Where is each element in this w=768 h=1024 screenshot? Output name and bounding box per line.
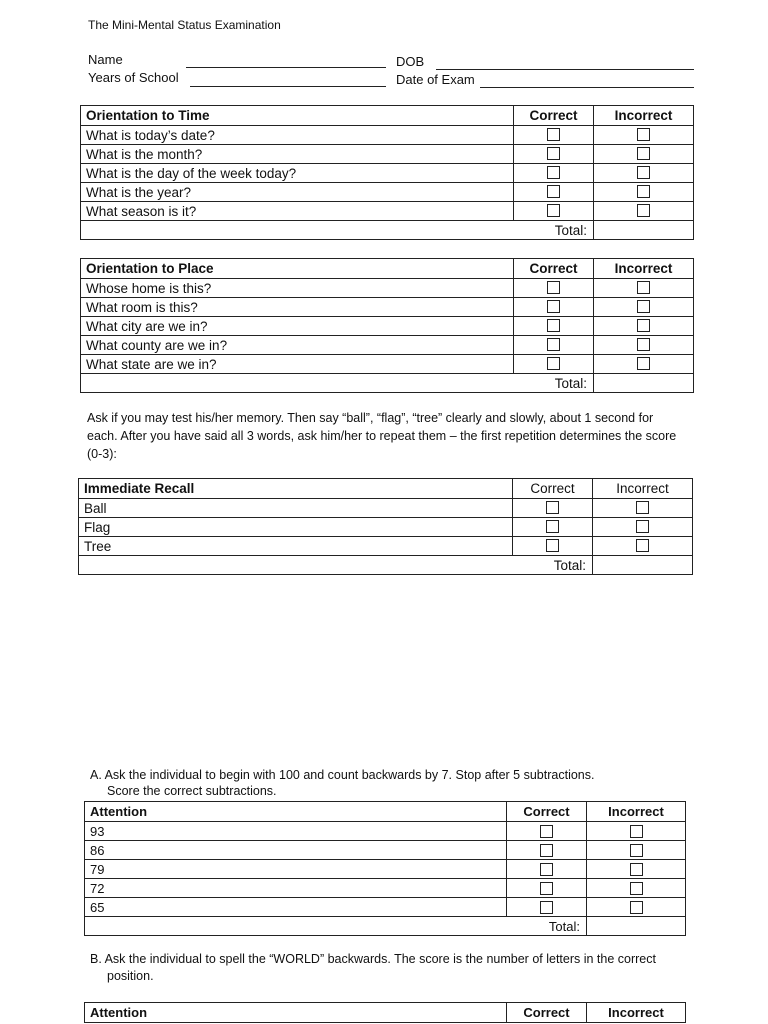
incorrect-checkbox[interactable] — [630, 844, 643, 857]
incorrect-checkbox[interactable] — [637, 185, 650, 198]
table-row — [81, 355, 694, 374]
correct-header: Correct — [514, 259, 594, 279]
immediate-recall-table — [78, 478, 693, 575]
question: What is today’s date? — [81, 126, 514, 145]
table-row — [81, 183, 694, 202]
correct-checkbox[interactable] — [547, 357, 560, 370]
correct-header: Correct — [507, 1003, 587, 1023]
total-row — [79, 556, 693, 575]
table-row — [81, 317, 694, 336]
incorrect-header: Incorrect — [593, 479, 693, 499]
correct-checkbox[interactable] — [547, 338, 560, 351]
incorrect-header: Incorrect — [594, 106, 694, 126]
question: What room is this? — [81, 298, 514, 317]
section-title: Immediate Recall — [79, 479, 513, 499]
incorrect-checkbox[interactable] — [636, 539, 649, 552]
total-field[interactable] — [594, 221, 694, 240]
recall-word: Ball — [79, 499, 513, 518]
incorrect-checkbox[interactable] — [637, 204, 650, 217]
total-row — [81, 221, 694, 240]
question: What city are we in? — [81, 317, 514, 336]
correct-checkbox[interactable] — [540, 825, 553, 838]
question: What season is it? — [81, 202, 514, 221]
table-row — [85, 822, 686, 841]
table-row — [79, 537, 693, 556]
attention-b-instruction — [90, 950, 700, 985]
table-row — [79, 518, 693, 537]
table-row — [81, 145, 694, 164]
section-title: Orientation to Time — [81, 106, 514, 126]
table-row — [81, 164, 694, 183]
correct-checkbox[interactable] — [546, 539, 559, 552]
incorrect-checkbox[interactable] — [637, 300, 650, 313]
table-row — [85, 879, 686, 898]
correct-checkbox[interactable] — [546, 520, 559, 533]
correct-checkbox[interactable] — [540, 901, 553, 914]
incorrect-checkbox[interactable] — [637, 128, 650, 141]
recall-word: Flag — [79, 518, 513, 537]
section-title: Orientation to Place — [81, 259, 514, 279]
question: What is the day of the week today? — [81, 164, 514, 183]
years-of-school-field[interactable] — [190, 86, 386, 87]
attention-b-line2: position. — [107, 969, 154, 983]
incorrect-checkbox[interactable] — [630, 901, 643, 914]
total-field[interactable] — [593, 556, 693, 575]
section-title: Attention — [85, 1003, 507, 1023]
table-row — [81, 126, 694, 145]
correct-checkbox[interactable] — [547, 281, 560, 294]
correct-header: Correct — [514, 106, 594, 126]
table-row — [85, 898, 686, 917]
incorrect-checkbox[interactable] — [637, 338, 650, 351]
correct-checkbox[interactable] — [547, 128, 560, 141]
total-label: Total: — [507, 917, 587, 936]
date-of-exam-field[interactable] — [480, 87, 694, 88]
correct-checkbox[interactable] — [540, 882, 553, 895]
question: What county are we in? — [81, 336, 514, 355]
attention-b-line1: B. Ask the individual to spell the “WORLD” backwards. The score is the number of letters in the correct — [90, 952, 656, 966]
attention-b-table — [84, 1002, 686, 1023]
total-field[interactable] — [594, 374, 694, 393]
table-row — [81, 298, 694, 317]
incorrect-checkbox[interactable] — [637, 281, 650, 294]
table-header-row — [81, 259, 694, 279]
table-row — [85, 841, 686, 860]
years-of-school-label: Years of School — [88, 70, 179, 85]
dob-field[interactable] — [436, 69, 694, 70]
question: What state are we in? — [81, 355, 514, 374]
incorrect-checkbox[interactable] — [636, 520, 649, 533]
total-field[interactable] — [587, 917, 686, 936]
dob-label: DOB — [396, 54, 425, 69]
orientation-place-table — [80, 258, 694, 393]
subtraction-value: 72 — [85, 879, 507, 898]
incorrect-checkbox[interactable] — [637, 147, 650, 160]
orientation-time-table — [80, 105, 694, 240]
attention-a-line1: A. Ask the individual to begin with 100 and count backwards by 7. Stop after 5 subtractions. — [90, 768, 595, 782]
incorrect-checkbox[interactable] — [636, 501, 649, 514]
table-header-row — [79, 479, 693, 499]
table-row — [81, 279, 694, 298]
table-header-row — [85, 802, 686, 822]
incorrect-checkbox[interactable] — [630, 825, 643, 838]
incorrect-header: Incorrect — [594, 259, 694, 279]
correct-checkbox[interactable] — [540, 844, 553, 857]
total-row — [85, 917, 686, 936]
subtraction-value: 86 — [85, 841, 507, 860]
correct-header: Correct — [513, 479, 593, 499]
table-row — [81, 202, 694, 221]
question: What is the month? — [81, 145, 514, 164]
incorrect-header: Incorrect — [587, 802, 686, 822]
correct-checkbox[interactable] — [547, 300, 560, 313]
correct-checkbox[interactable] — [547, 319, 560, 332]
incorrect-checkbox[interactable] — [630, 863, 643, 876]
subtraction-value: 79 — [85, 860, 507, 879]
incorrect-checkbox[interactable] — [637, 166, 650, 179]
incorrect-checkbox[interactable] — [637, 319, 650, 332]
correct-checkbox[interactable] — [547, 147, 560, 160]
table-row — [79, 499, 693, 518]
correct-checkbox[interactable] — [540, 863, 553, 876]
question: Whose home is this? — [81, 279, 514, 298]
total-label: Total: — [514, 221, 594, 240]
subtraction-value: 93 — [85, 822, 507, 841]
correct-checkbox[interactable] — [547, 204, 560, 217]
attention-a-instruction — [90, 766, 690, 800]
correct-checkbox[interactable] — [547, 166, 560, 179]
table-row — [81, 336, 694, 355]
name-field[interactable] — [186, 67, 386, 68]
name-label: Name — [88, 52, 123, 67]
correct-checkbox[interactable] — [546, 501, 559, 514]
incorrect-checkbox[interactable] — [637, 357, 650, 370]
incorrect-header: Incorrect — [587, 1003, 686, 1023]
correct-checkbox[interactable] — [547, 185, 560, 198]
total-row — [81, 374, 694, 393]
question: What is the year? — [81, 183, 514, 202]
table-header-row — [81, 106, 694, 126]
recall-instruction: Ask if you may test his/her memory. Then say “ball”, “flag”, “tree” clearly and slowly, about 1 second for each. After you have said all 3 words, ask him/her to repeat them – the first repetition determines the score (0-3): — [87, 411, 677, 461]
attention-a-line2: Score the correct subtractions. — [107, 784, 277, 798]
section-title: Attention — [85, 802, 507, 822]
attention-a-table — [84, 801, 686, 936]
incorrect-checkbox[interactable] — [630, 882, 643, 895]
total-label: Total: — [513, 556, 593, 575]
correct-header: Correct — [507, 802, 587, 822]
recall-word: Tree — [79, 537, 513, 556]
table-row — [85, 860, 686, 879]
page-title: The Mini-Mental Status Examination — [88, 18, 281, 32]
table-header-row — [85, 1003, 686, 1023]
total-label: Total: — [514, 374, 594, 393]
subtraction-value: 65 — [85, 898, 507, 917]
date-of-exam-label: Date of Exam — [396, 72, 475, 87]
